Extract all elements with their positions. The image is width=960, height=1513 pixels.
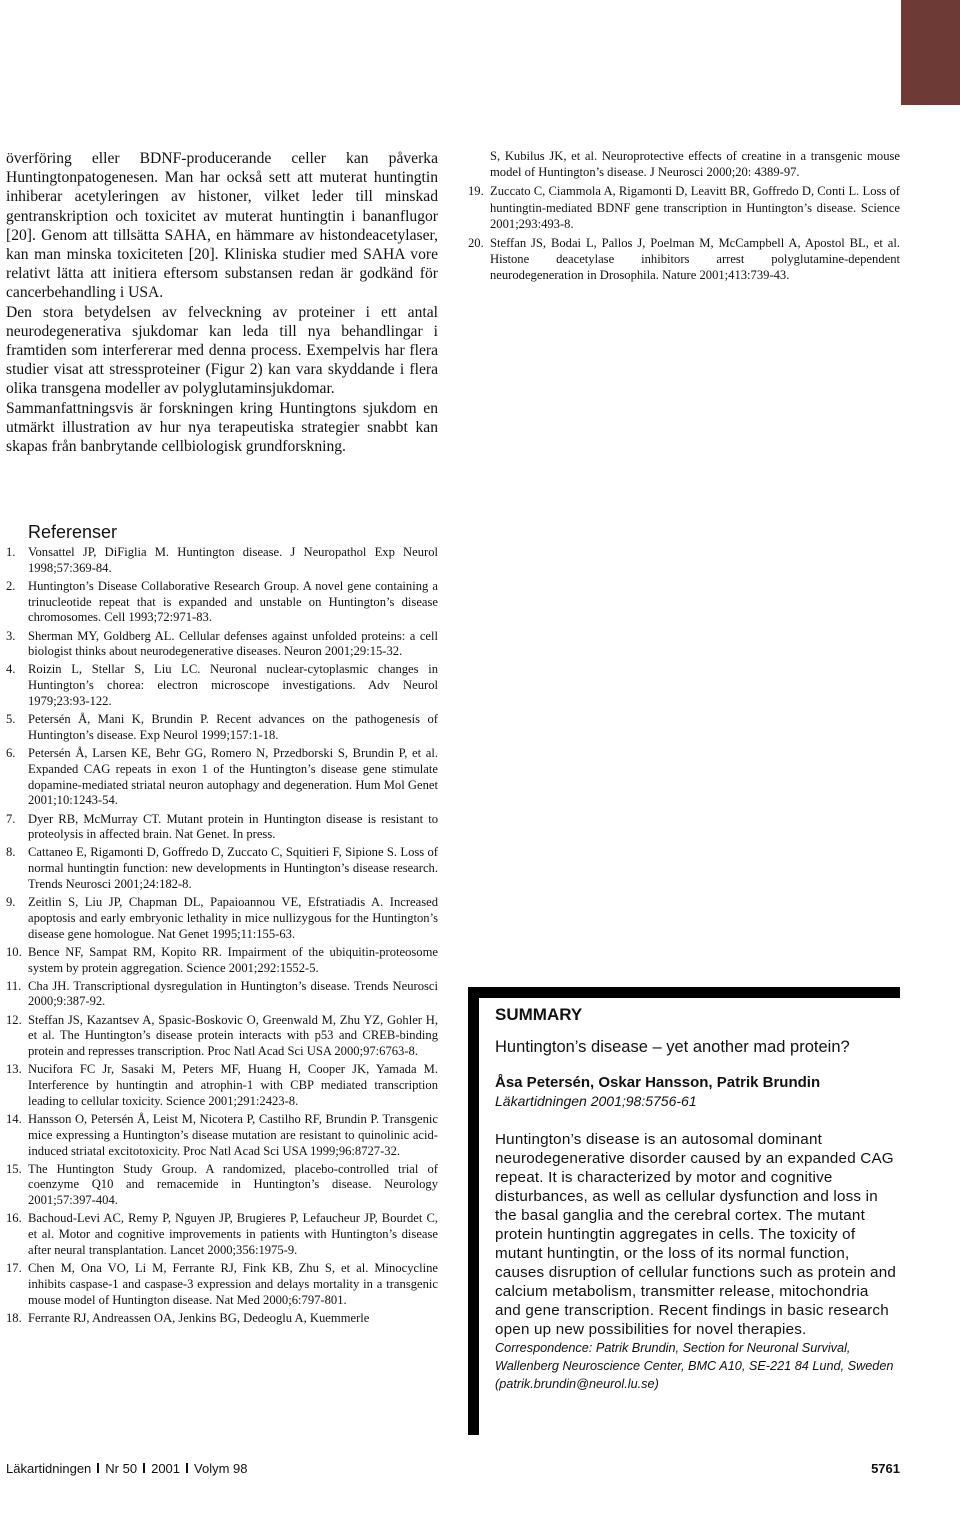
reference-number: 17.	[6, 1261, 22, 1276]
reference-text: Huntington’s Disease Collaborative Research Group. A novel gene containing a trinucleotide repeat that is expanded and unstable on Huntington’s disease chromosomes. Cell 1993;72:971-83.	[28, 578, 438, 625]
reference-number: 14.	[6, 1111, 22, 1126]
reference-item	[6, 945, 438, 977]
reference-text: Bachoud-Levi AC, Remy P, Nguyen JP, Brugieres P, Lefaucheur JP, Bourdet C, et al. Motor and cognitive improvements in patients with Huntington’s disease after neural transplantation. Lancet 2000;356:1975-9.	[28, 1211, 438, 1257]
reference-number: 1.	[6, 545, 16, 559]
page-number: 5761	[871, 1461, 900, 1476]
reference-item	[468, 183, 900, 232]
reference-text: Vonsattel JP, DiFiglia M. Huntington disease. J Neuropathol Exp Neurol 1998;57:369-84.	[28, 545, 438, 575]
body-text-column	[6, 149, 438, 456]
summary-heading: SUMMARY	[495, 1005, 583, 1024]
reference-item	[6, 629, 438, 661]
reference-number: 4.	[6, 662, 16, 677]
footer-separator	[97, 1463, 99, 1473]
reference-number: 9.	[6, 895, 16, 910]
summary-authors: Åsa Petersén, Oskar Hansson, Patrik Brundin	[495, 1074, 821, 1091]
reference-text: The Huntington Study Group. A randomized, placebo-controlled trial of coenzyme Q10 and remacemide in Huntington’s disease. Neurology 2001;57:397-404.	[28, 1161, 438, 1208]
reference-text: Steffan JS, Bodai L, Pallos J, Poelman M, McCampbell A, Apostol BL, et al. Histone deacetylase inhibitors arrest polyglutamine-dependent neurodegeneration in Drosophila. Nature 2001;413:739-43.	[490, 235, 900, 283]
reference-number: 8.	[6, 845, 16, 860]
reference-number: 15.	[6, 1161, 22, 1176]
reference-text: Cattaneo E, Rigamonti D, Goffredo D, Zuccato C, Squitieri F, Sipione S. Loss of normal huntingtin function: new developments in Huntington’s disease research. Trends Neurosci 2001;24:182-8.	[28, 845, 438, 892]
reference-number: 3.	[6, 628, 16, 643]
summary-body: Huntington’s disease is an autosomal dominant neurodegenerative disorder caused by an expanded CAG repeat. It is characterized by motor and cognitive disturbances, as well as cellular dysfunction and loss in the basal ganglia and the cerebral cortex. The mutant protein huntingtin aggregates in cells. The toxicity of mutant huntingtin, or the loss of its normal function, causes disruption of cellular functions such as protein and calcium metabolism, transmitter release, mitochondria and gene transcription. Recent findings in basic research open up new possibilities for novel therapies.	[495, 1131, 896, 1338]
footer-separator	[186, 1463, 188, 1473]
body-paragraph: Den stora betydelsen av felveckning av proteiner i ett antal neurodegenerativa sjukdomar kan leda till nya behandlingar i framtiden som interfererar med denna process. Exempelvis har flera studier visat att stressproteiner (Figur 2) kan vara skyddande i flera olika transgena modeller av polyglutaminsjukdomar.	[6, 303, 438, 398]
footer-year: 2001	[151, 1461, 181, 1476]
reference-text: Nucifora FC Jr, Sasaki M, Peters MF, Huang H, Cooper JK, Yamada M. Interference by huntingtin and atrophin-1 with CBP mediated transcription leading to cellular toxicity. Science 2001;291:2423-8.	[28, 1062, 438, 1108]
reference-number: 20.	[468, 235, 484, 250]
reference-number: 7.	[6, 811, 16, 826]
reference-number: 12.	[6, 1012, 22, 1027]
reference-item	[6, 979, 438, 1011]
reference-item	[6, 662, 438, 709]
reference-text: Dyer RB, McMurray CT. Mutant protein in Huntington disease is resistant to proteolysis in affected brain. Nat Genet. In press.	[28, 811, 438, 842]
references-continued	[468, 148, 900, 286]
reference-item	[6, 579, 438, 626]
summary-citation: Läkartidningen 2001;98:5756-61	[495, 1093, 697, 1109]
reference-text: Zeitlin S, Liu JP, Chapman DL, Papaioannou VE, Efstratiadis A. Increased apoptosis and early embryonic lethality in mice nullizygous for the Huntington’s disease gene homologue. Nat Genet 1995;11:155-63.	[28, 895, 438, 941]
reference-text: Petersén Å, Mani K, Brundin P. Recent advances on the pathogenesis of Huntington’s disease. Exp Neurol 1999;157:1-18.	[28, 712, 438, 742]
reference-item	[6, 545, 438, 577]
reference-number: 11.	[6, 978, 22, 993]
reference-item	[468, 148, 900, 181]
reference-text: Hansson O, Petersén Å, Leist M, Nicotera P, Castilho RF, Brundin P. Transgenic mice expressing a Huntington’s disease mutation are resistant to quinolinic acid-induced striatal excitotoxicity. Proc Natl Acad Sci USA 1999;96:8727-32.	[28, 1111, 438, 1158]
footer-volume: Volym 98	[194, 1461, 248, 1476]
reference-item	[6, 1261, 438, 1308]
reference-item	[6, 1112, 438, 1159]
reference-text: Ferrante RJ, Andreassen OA, Jenkins BG, Dedeoglu A, Kuemmerle	[28, 1310, 370, 1325]
reference-number: 19.	[468, 184, 484, 199]
reference-item	[6, 712, 438, 744]
reference-item	[6, 1013, 438, 1060]
footer-journal: Läkartidningen	[6, 1461, 92, 1476]
footer-separator	[143, 1463, 145, 1473]
reference-number: 2.	[6, 578, 16, 593]
reference-item	[6, 1211, 438, 1258]
reference-number: 13.	[6, 1062, 22, 1077]
body-paragraph: överföring eller BDNF-producerande celler kan påverka Huntingtonpatogenesen. Man har också sett att muterat huntingtin inhiberar acetyleringen av histoner, vilket leder till minskad gentranskription och toxicitet av muterat huntingtin i bananflugor [20]. Genom att tillsätta SAHA, en hämmare av histondeacetylaser, kan man minska toxiciteten [20]. Kliniska studier med SAHA vore relativt lätta att initiera eftersom substansen redan är godkänd för cancerbehandling i USA.	[6, 150, 438, 302]
reference-item	[6, 746, 438, 809]
reference-text: Petersén Å, Larsen KE, Behr GG, Romero N, Przedborski S, Brundin P, et al. Expanded CAG repeats in exon 1 of the Huntington’s disease gene stimulate dopamine-mediated striatal neuron autophagy and degeneration. Hum Mol Genet 2001;10:1243-54.	[28, 746, 438, 808]
reference-text: Roizin L, Stellar S, Liu LC. Neuronal nuclear-cytoplasmic changes in Huntington’s chorea: electron microscope investigations. Adv Neurol 1979;23:93-122.	[28, 662, 438, 709]
reference-text: Cha JH. Transcriptional dysregulation in Huntington’s disease. Trends Neurosci 2000;9:387-92.	[28, 978, 438, 1009]
summary-title: Huntington’s disease – yet another mad protein?	[495, 1038, 850, 1056]
reference-number: 10.	[6, 944, 22, 959]
reference-text: Sherman MY, Goldberg AL. Cellular defenses against unfolded proteins: a cell biologist thinks about neurodegenerative diseases. Neuron 2001;29:15-32.	[28, 628, 438, 659]
reference-item	[6, 812, 438, 844]
references-heading: Referenser	[28, 522, 118, 542]
references-list	[6, 545, 438, 1329]
reference-item	[6, 845, 438, 892]
reference-number: 16.	[6, 1211, 22, 1226]
reference-item	[468, 235, 900, 284]
reference-text: Bence NF, Sampat RM, Kopito RR. Impairment of the ubiquitin-proteosome system by protein aggregation. Science 2001;292:1552-5.	[28, 944, 438, 975]
reference-text: S, Kubilus JK, et al. Neuroprotective effects of creatine in a transgenic mouse model of Huntington’s disease. J Neurosci 2000;20: 4389-97.	[490, 149, 900, 180]
reference-item	[6, 1062, 438, 1109]
summary-correspondence: Correspondence: Patrik Brundin, Section for Neuronal Survival, Wallenberg Neuroscience Center, BMC A10, SE-221 84 Lund, Sweden (patrik.brundin@neurol.lu.se)	[495, 1341, 894, 1391]
reference-item	[6, 895, 438, 942]
reference-item	[6, 1311, 438, 1327]
reference-item	[6, 1162, 438, 1209]
summary-box	[468, 987, 900, 1435]
reference-text: Chen M, Ona VO, Li M, Ferrante RJ, Fink KB, Zhu S, et al. Minocycline inhibits caspase-1 and caspase-3 expression and delays mortality in a transgenic mouse model of Huntington disease. Nat Med 2000;6:797-801.	[28, 1261, 438, 1307]
footer-issue: Nr 50	[105, 1461, 138, 1476]
reference-number: 5.	[6, 712, 16, 727]
reference-text: Zuccato C, Ciammola A, Rigamonti D, Leavitt BR, Goffredo D, Conti L. Loss of huntingtin-mediated BDNF gene transcription in Huntington’s disease. Science 2001;293:493-8.	[490, 184, 900, 231]
reference-number: 18.	[6, 1310, 22, 1325]
corner-tab	[901, 0, 960, 105]
body-paragraph: Sammanfattningsvis är forskningen kring Huntingtons sjukdom en utmärkt illustration av hur nya terapeutiska strategier snabbt kan skapas från banbrytande cellbiologisk grundforskning.	[6, 399, 438, 456]
reference-text: Steffan JS, Kazantsev A, Spasic-Boskovic O, Greenwald M, Zhu YZ, Gohler H, et al. The Huntington’s disease protein interacts with p53 and CREB-binding protein and represses transcription. Proc Natl Acad Sci USA 2000;97:6763-8.	[28, 1012, 438, 1059]
reference-number: 6.	[6, 746, 16, 761]
page-footer	[6, 1461, 900, 1477]
